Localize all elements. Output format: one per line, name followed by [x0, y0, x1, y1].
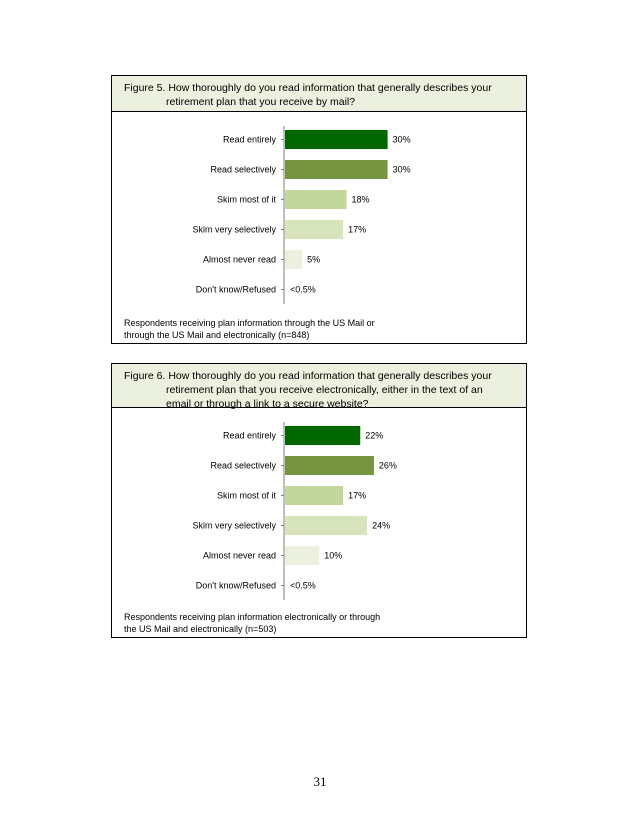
category-label: Read selectively: [210, 164, 276, 175]
category-label: Skim very selectively: [192, 224, 276, 235]
figure-title: [112, 76, 526, 112]
data-label: 22%: [365, 430, 384, 441]
note-line: through the US Mail and electronically (n=848): [124, 329, 310, 340]
bar: [285, 130, 388, 149]
bar: [285, 190, 347, 209]
figure-title-line: retirement plan that you receive by mail?: [166, 96, 356, 108]
bar: [285, 546, 319, 565]
figure-note: [124, 318, 424, 341]
figure-note: [124, 612, 424, 635]
bar: [285, 220, 343, 239]
category-label: Read entirely: [222, 430, 276, 441]
category-label: Read selectively: [210, 460, 276, 471]
figure-6: [111, 363, 527, 638]
data-label: <0.5%: [290, 284, 316, 295]
data-label: 5%: [307, 254, 321, 265]
data-label: 18%: [351, 194, 370, 205]
figure-title: [112, 364, 526, 408]
note-line: Respondents receiving plan information through the US Mail or: [124, 318, 375, 328]
chart-area: [112, 112, 526, 307]
category-label: Almost never read: [202, 550, 276, 561]
category-label: Skim most of it: [216, 194, 276, 205]
category-label: Skim most of it: [216, 490, 276, 501]
note-line: Respondents receiving plan information electronically or through: [124, 612, 381, 622]
category-label: Read entirely: [222, 134, 276, 145]
figure-title-line: Figure 5. How thoroughly do you read information that generally describes your: [124, 82, 492, 94]
bar: [285, 486, 343, 505]
bar: [285, 426, 360, 445]
data-label: 26%: [378, 460, 397, 471]
page-number: 31: [313, 774, 327, 789]
data-label: 30%: [392, 164, 411, 175]
figure-5: [111, 75, 527, 344]
bar: [285, 250, 302, 269]
data-label: 24%: [372, 520, 391, 531]
bar: [285, 456, 374, 475]
figure-title-line: email or through a link to a secure website?: [166, 398, 369, 410]
figure-title-line: Figure 6. How thoroughly do you read information that generally describes your: [124, 370, 492, 382]
data-label: 30%: [392, 134, 411, 145]
data-label: 17%: [348, 224, 367, 235]
figure-title-line: retirement plan that you receive electronically, either in the text of an: [166, 384, 483, 396]
bar: [285, 160, 388, 179]
bar-chart: [112, 408, 526, 603]
data-label: 10%: [324, 550, 343, 561]
bar-chart: [112, 112, 526, 307]
category-label: Don't know/Refused: [195, 580, 276, 591]
category-label: Skim very selectively: [192, 520, 276, 531]
category-label: Don't know/Refused: [195, 284, 276, 295]
category-label: Almost never read: [202, 254, 276, 265]
data-label: 17%: [348, 490, 367, 501]
data-label: <0.5%: [290, 580, 316, 591]
chart-area: [112, 408, 526, 603]
note-line: the US Mail and electronically (n=503): [124, 623, 277, 634]
bar: [285, 516, 367, 535]
